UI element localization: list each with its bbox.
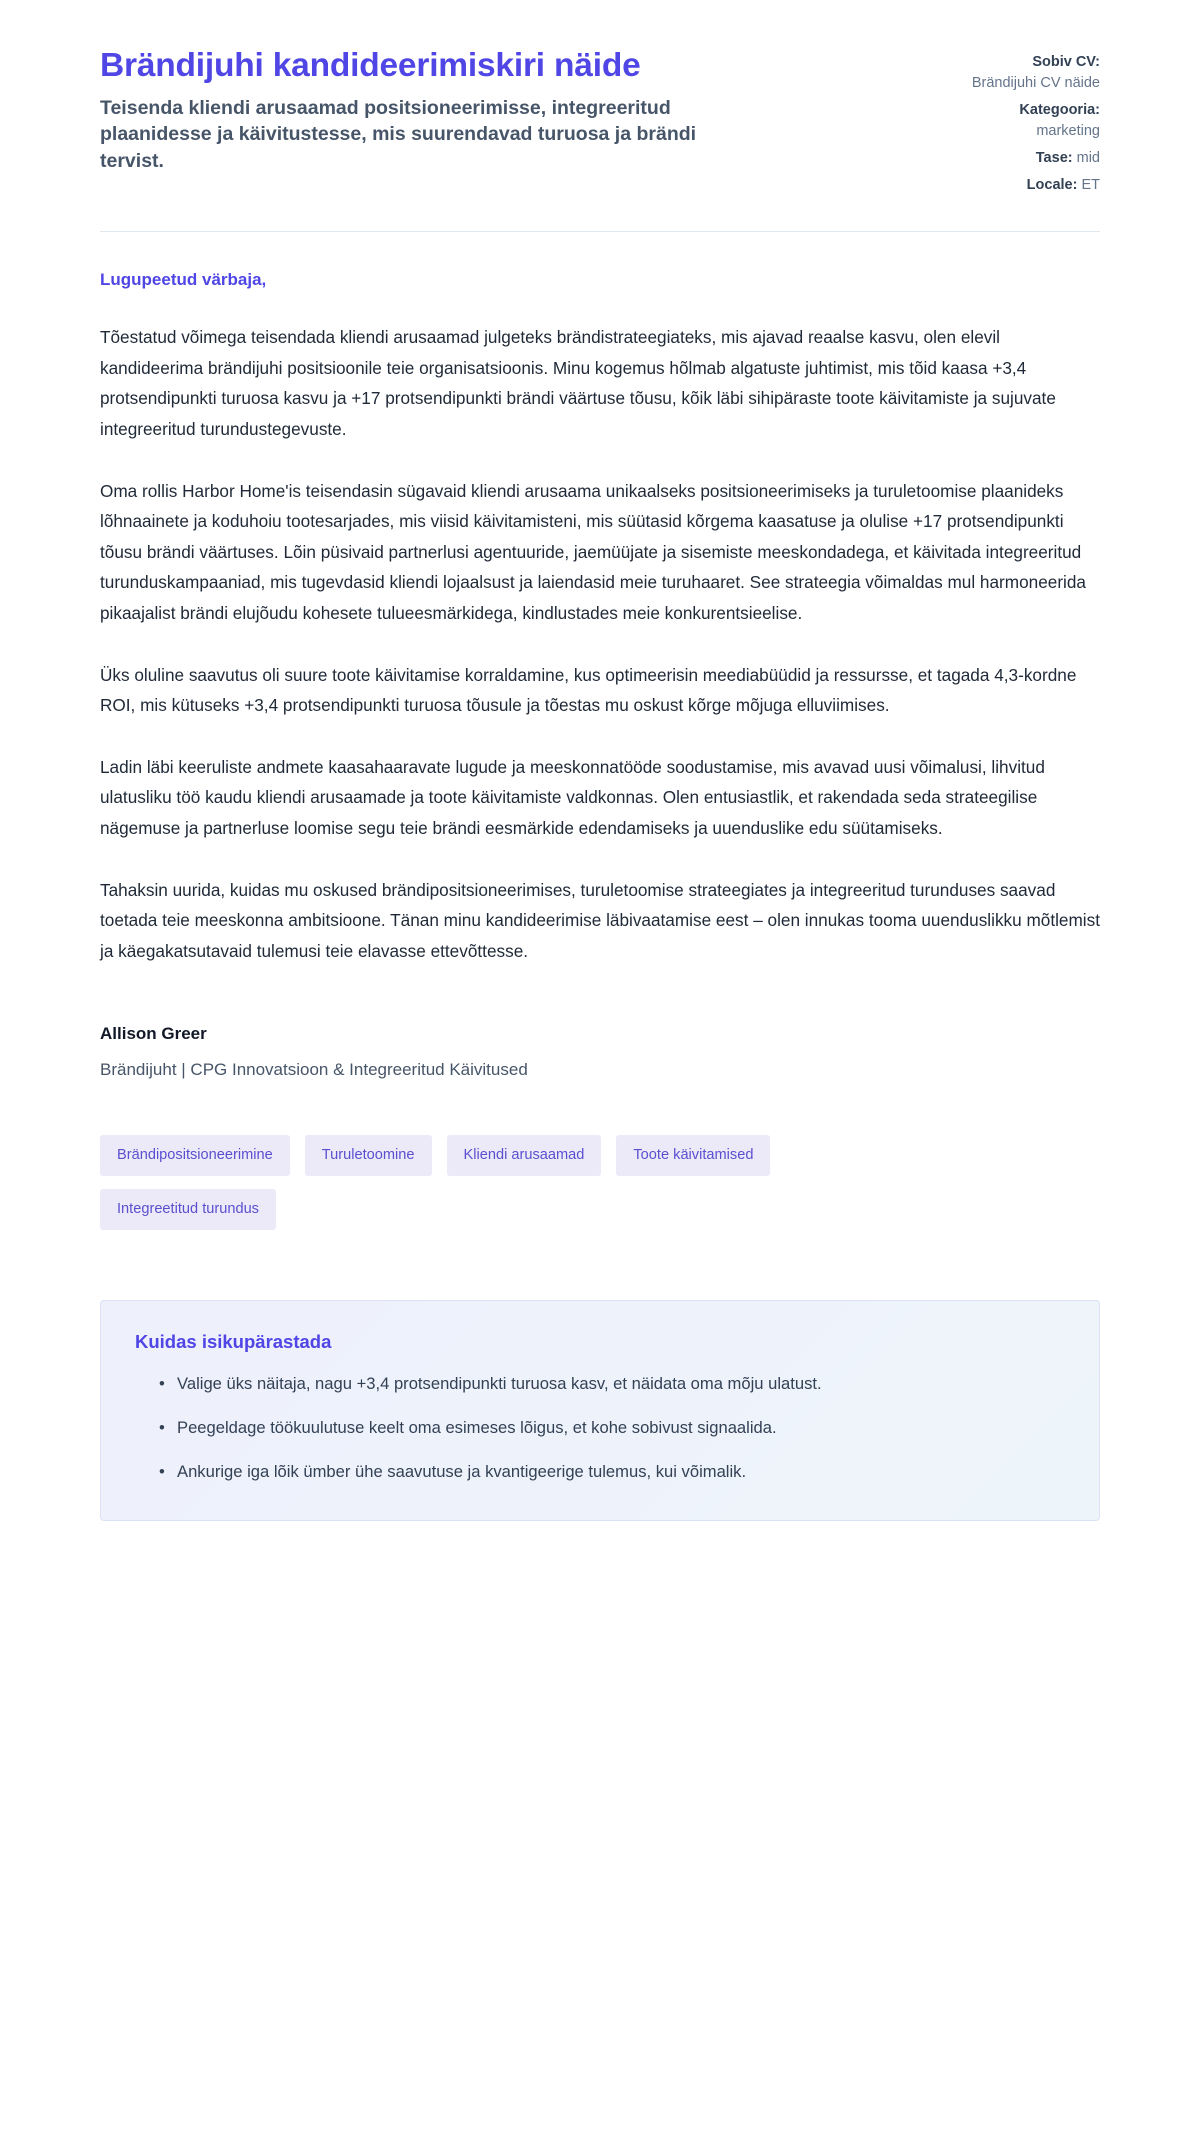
tag-item[interactable]: Turuletoomine bbox=[305, 1135, 432, 1176]
meta-level bbox=[920, 148, 1100, 169]
meta-category-value: marketing bbox=[1036, 123, 1100, 140]
page-title: Brändijuhi kandideerimiskiri näide bbox=[100, 47, 641, 84]
meta-level-label: Tase: bbox=[1035, 150, 1073, 167]
document-header bbox=[100, 46, 1100, 198]
header-title-block bbox=[100, 46, 880, 175]
personalization-callout bbox=[100, 1300, 1100, 1522]
tag-list bbox=[100, 1135, 920, 1229]
signature-name: Allison Greer bbox=[100, 1024, 207, 1044]
letter-paragraph: Tahaksin uurida, kuidas mu oskused brändipositsioneerimises, turuletoomise strateegiates ja integreeritud turunduses saavad toetada teie meeskonna ambitsioone. Tänan minu kandideerimise läbivaatamise eest – olen innukas tooma uuenduslikku mõtlemist ja käegakatsutavaid tulemusi teie elavasse ettevõttesse. bbox=[100, 879, 1100, 961]
tag-item[interactable]: Toote käivitamised bbox=[616, 1135, 770, 1176]
letter-paragraph: Oma rollis Harbor Home'is teisendasin sügavaid kliendi arusaama unikaalseks positsioneerimiseks ja turuletoomise plaanideks lõhnaainete ja koduhoiu tootesarjades, mis viisid käivitamisteni, mis süütasid kõrgema kaasatuse ja olulise +17 protsendipunkti tõusu brändi väärtuses. Lõin püsivaid partnerlusi agentuuride, jaemüüjate ja sisemiste meeskondadega, et käivitada integreeritud turunduskampaaniad, mis tugevdasid kliendi lojaalsust ja laiendasid meie turuhaaret. See strateegia võimaldas mul harmoneerida pikaajalist brändi elujõudu kohesete tulueesmärkidega, kindlustades meie konkurentsieelise. bbox=[100, 480, 1086, 623]
callout-tip-item: • Peegeldage töökuulutuse keelt oma esimeses lõigus, et kohe sobivust signaalida. bbox=[159, 1414, 1065, 1442]
meta-level-value: mid bbox=[1076, 150, 1100, 167]
tag-item[interactable]: Integreetitud turundus bbox=[100, 1189, 276, 1230]
meta-category-label: Kategooria: bbox=[1019, 102, 1100, 119]
signature-block bbox=[100, 1024, 1100, 1080]
letter-paragraph: Tõestatud võimega teisendada kliendi arusaamad julgeteks brändistrateegiateks, mis ajavad reaalse kasvu, olen elevil kandideerima brändijuhi positsioonile teie organisatsioonis. Minu kogemus hõlmab algatuste juhtimist, mis tõid kaasa +3,4 protsendipunkti turuosa kasvu ja +17 protsendipunkti brändi väärtuse tõusu, kõik läbi sihipäraste toote käivitamiste ja sujuvate integreeritud turundustegevuste. bbox=[100, 327, 1056, 439]
page-subtitle: Teisenda kliendi arusaamad positsioneerimisse, integreeritud plaanidesse ja käivitustesse, mis suurendavad turuosa ja brändi tervist. bbox=[100, 96, 697, 173]
meta-locale-value: ET bbox=[1081, 177, 1100, 194]
meta-matching-cv bbox=[920, 52, 1100, 94]
meta-category bbox=[920, 100, 1100, 142]
meta-locale bbox=[920, 175, 1100, 196]
callout-tip-list bbox=[135, 1370, 1065, 1487]
tag-item[interactable]: Brändipositsioneerimine bbox=[100, 1135, 290, 1176]
letter-body bbox=[100, 232, 1100, 1521]
header-metadata bbox=[920, 46, 1100, 198]
letter-salutation: Lugupeetud värbaja, bbox=[100, 270, 267, 290]
tag-item[interactable]: Kliendi arusaamad bbox=[447, 1135, 602, 1176]
letter-paragraph: Üks oluline saavutus oli suure toote käivitamise korraldamine, kus optimeerisin meediabüüdid ja ressursse, et tagada 4,3-kordne ROI, mis kütuseks +3,4 protsendipunkti turuosa tõusule ja tõestas mu oskust kõrge mõjuga elluviimises. bbox=[100, 664, 1077, 716]
callout-title: Kuidas isikupärastada bbox=[135, 1330, 332, 1352]
callout-tip-item: • Valige üks näitaja, nagu +3,4 protsendipunkti turuosa kasv, et näidata oma mõju ulatust. bbox=[159, 1370, 1065, 1398]
meta-matching-cv-label: Sobiv CV: bbox=[1032, 54, 1100, 70]
meta-matching-cv-value: Brändijuhi CV näide bbox=[971, 75, 1100, 92]
callout-tip-item: • Ankurige iga lõik ümber ühe saavutuse ja kvantigeerige tulemus, kui võimalik. bbox=[159, 1458, 1065, 1486]
signature-role: Brändijuht | CPG Innovatsioon & Integreeritud Käivitused bbox=[100, 1060, 528, 1080]
meta-locale-label: Locale: bbox=[1026, 177, 1078, 194]
letter-paragraph: Ladin läbi keeruliste andmete kaasahaaravate lugude ja meeskonnatööde soodustamise, mis avavad uusi võimalusi, lihvitud ulatusliku töö kaudu kliendi arusaamade ja toote käivitamiste valdkonnas. Olen entusiastlik, et rakendada seda strateegilise nägemuse ja partnerluse loomise segu teie brändi eesmärkide edendamiseks ja uuenduslike edu süütamiseks. bbox=[100, 756, 1045, 839]
